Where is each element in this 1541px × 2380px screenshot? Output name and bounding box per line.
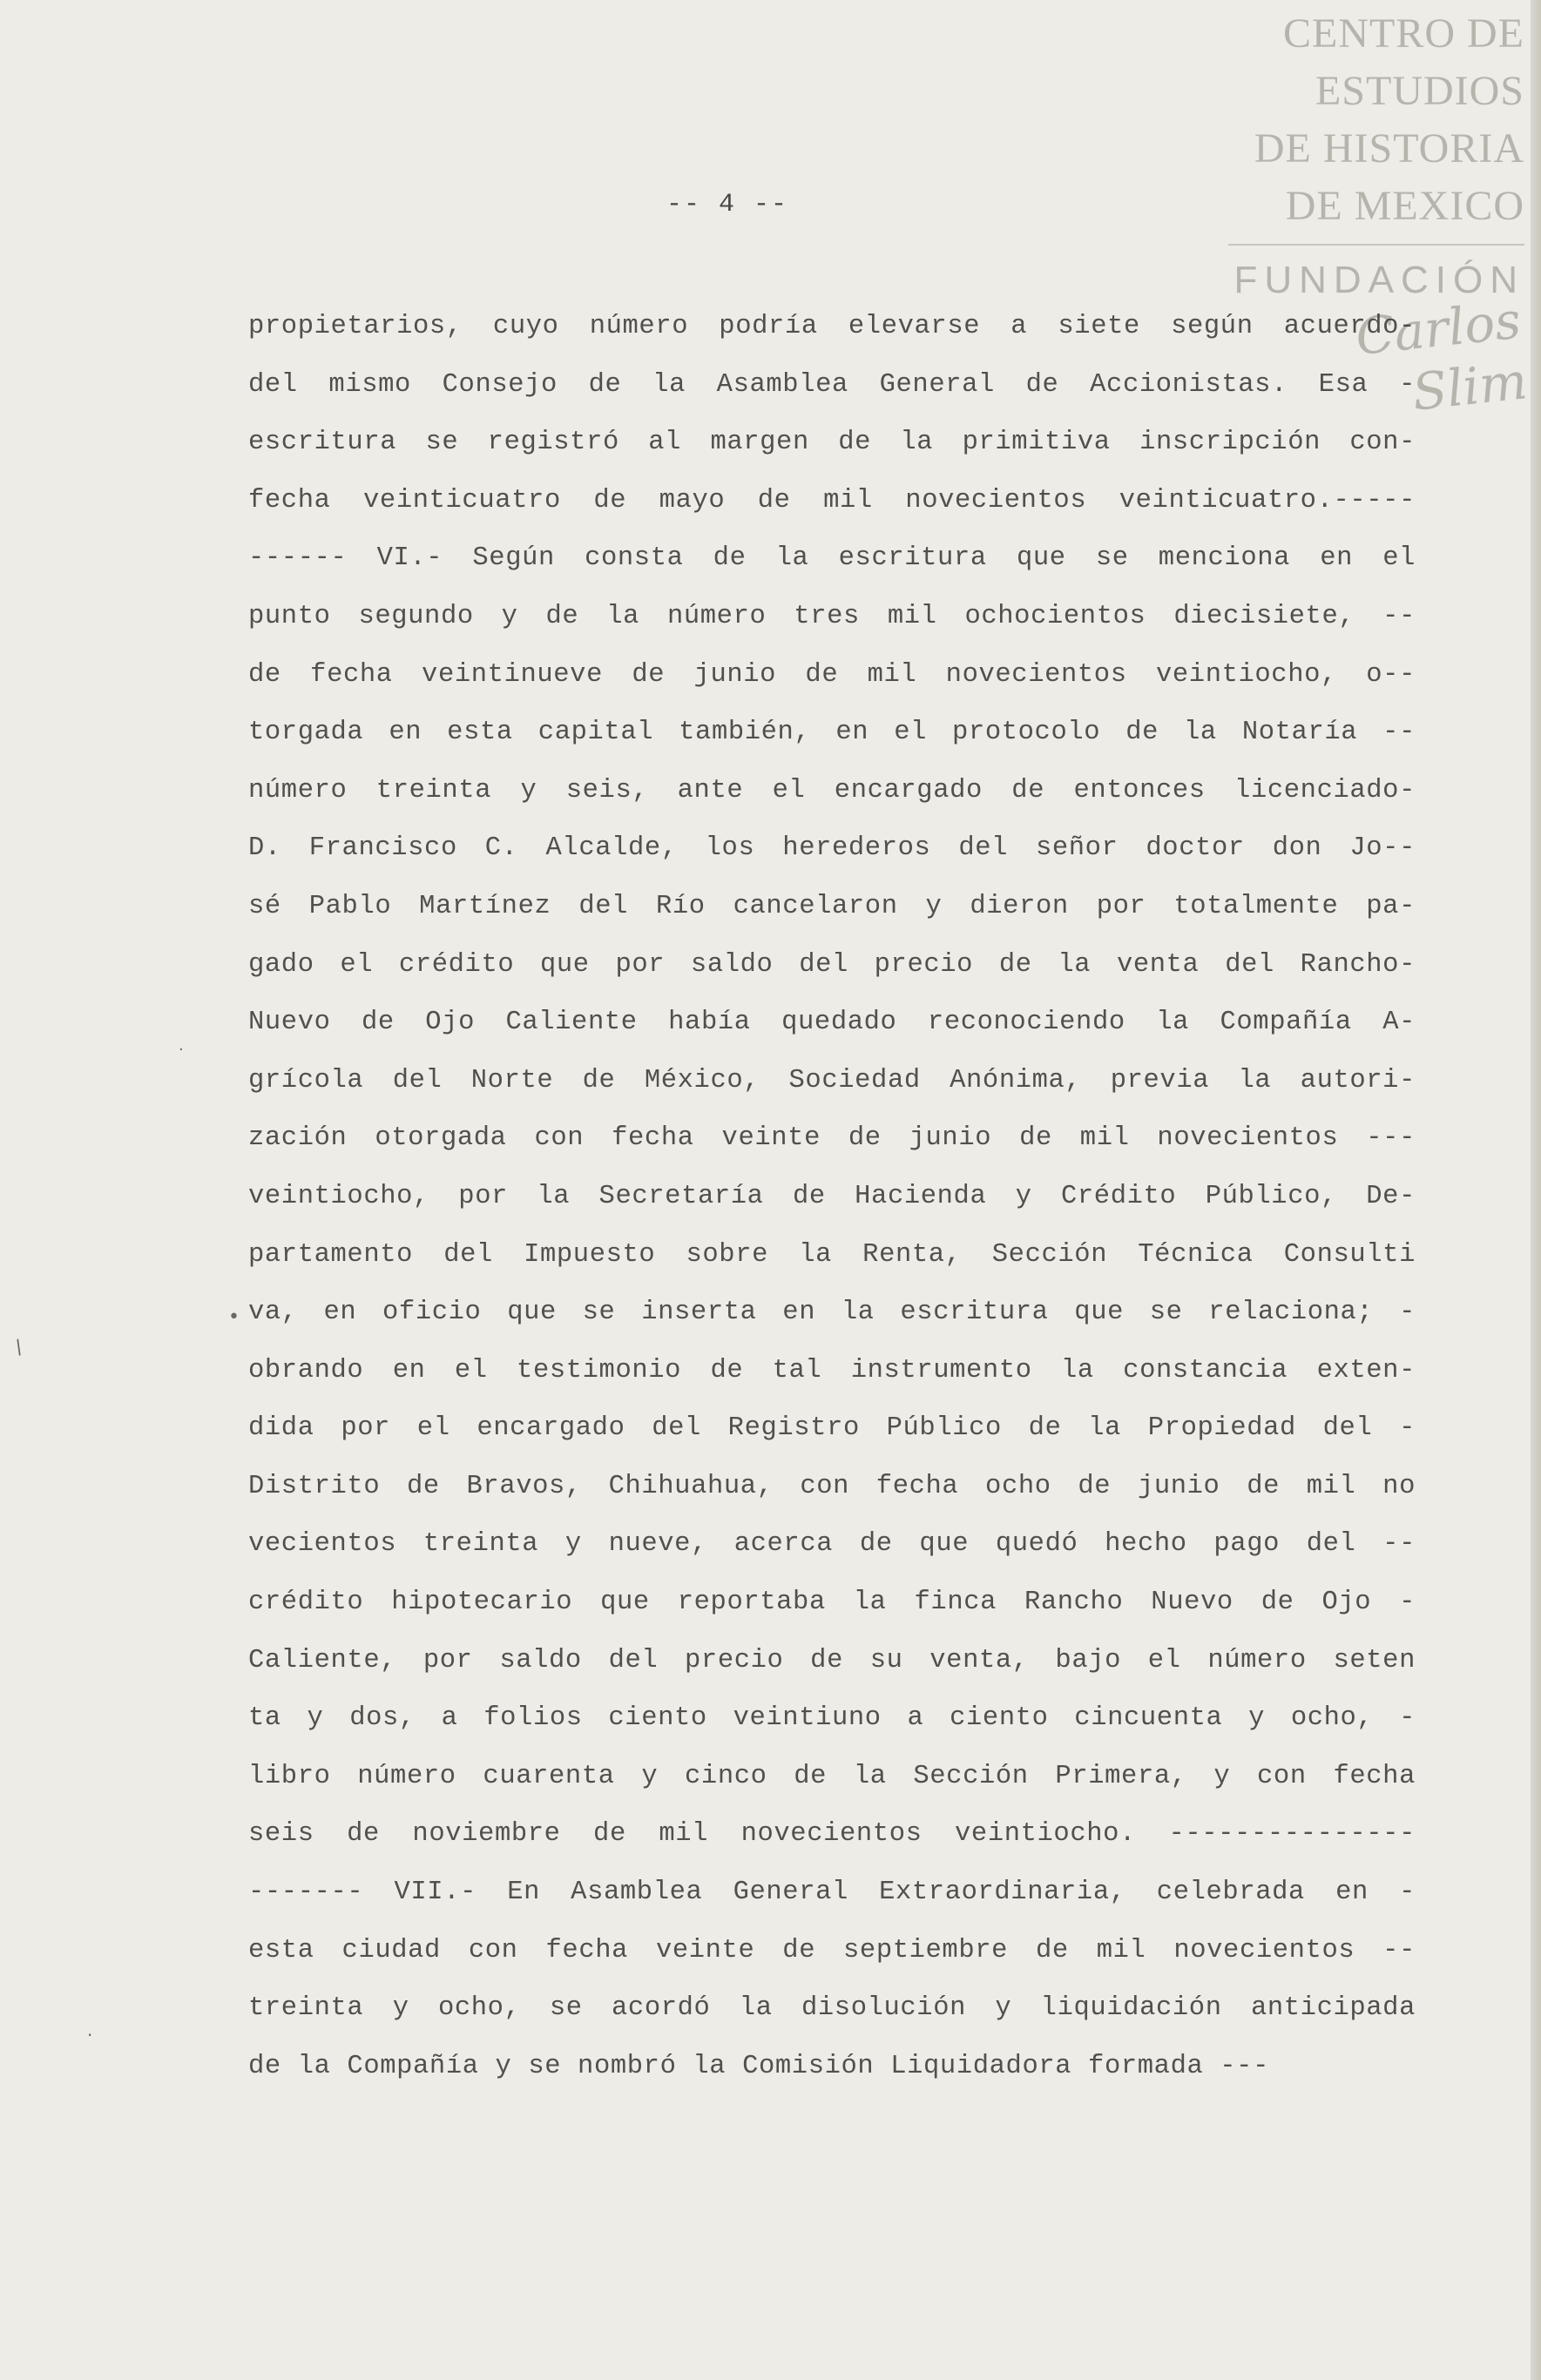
text-line: propietarios, cuyo número podría elevarse a siete según acuerdo- (248, 312, 1416, 341)
text-line: de fecha veintinueve de junio de mil novecientos veintiocho, o-- (248, 659, 1416, 690)
text-line: ------ VI.- Según consta de la escritura que se menciona en el (248, 543, 1416, 574)
page-edge (1531, 0, 1541, 2380)
watermark-line-4: DE MEXICO (1285, 183, 1524, 229)
text-line: va, en oficio que se inserta en la escritura que se relaciona; - (248, 1298, 1416, 1328)
text-line: escritura se registró al margen de la primitiva inscripción con- (248, 428, 1416, 458)
text-line: Nuevo de Ojo Caliente había quedado reconociendo la Compañía A- (248, 1008, 1416, 1038)
text-line: punto segundo y de la número tres mil ochocientos diecisiete, -- (248, 601, 1416, 631)
stray-mark: • (228, 1306, 240, 1328)
text-line: zación otorgada con fecha veinte de junio de mil novecientos --- (248, 1123, 1416, 1154)
text-line: ------- VII.- En Asamblea General Extraordinaria, celebrada en - (248, 1878, 1416, 1908)
typewritten-body (248, 298, 1416, 2095)
text-line: seis de noviembre de mil novecientos veintiocho. --------------- (248, 1819, 1416, 1850)
text-line: torgada en esta capital también, en el protocolo de la Notaría -- (248, 718, 1416, 748)
stray-mark: · (179, 1041, 184, 1059)
text-line: crédito hipotecario que reportaba la finca Rancho Nuevo de Ojo - (248, 1588, 1416, 1618)
text-line: grícola del Norte de México, Sociedad Anónima, previa la autori- (248, 1065, 1416, 1096)
watermark-line-2: ESTUDIOS (1315, 68, 1524, 114)
text-line: libro número cuarenta y cinco de la Sección Primera, y con fecha (248, 1761, 1416, 1791)
text-line: obrando en el testimonio de tal instrumento la constancia exten- (248, 1355, 1416, 1386)
watermark-foundation: FUNDACIÓN (1233, 259, 1524, 301)
text-line: Caliente, por saldo del precio de su venta, bajo el número seten (248, 1645, 1416, 1675)
page-number: -- 4 -- (666, 190, 789, 219)
text-line: D. Francisco C. Alcalde, los herederos del señor doctor don Jo-- (248, 833, 1416, 864)
text-line: Distrito de Bravos, Chihuahua, con fecha ocho de junio de mil no (248, 1471, 1416, 1501)
text-line: veintiocho, por la Secretaría de Hacienda y Crédito Público, De- (248, 1181, 1416, 1211)
stray-mark: / (11, 1336, 27, 1359)
text-line: gado el crédito que por saldo del precio de la venta del Rancho- (248, 949, 1416, 980)
text-line: sé Pablo Martínez del Río cancelaron y dieron por totalmente pa- (248, 891, 1416, 921)
text-line: vecientos treinta y nueve, acerca de que quedó hecho pago del -- (248, 1529, 1416, 1560)
text-line: fecha veinticuatro de mayo de mil novecientos veinticuatro.----- (248, 485, 1416, 516)
text-line: de la Compañía y se nombró la Comisión Liquidadora formada --- (248, 2051, 1269, 2081)
text-line: del mismo Consejo de la Asamblea General de Accionistas. Esa - (248, 369, 1416, 400)
text-line: número treinta y seis, ante el encargado de entonces licenciado- (248, 775, 1416, 806)
text-line: esta ciudad con fecha veinte de septiembre de mil novecientos -- (248, 1935, 1416, 1965)
text-line: partamento del Impuesto sobre la Renta, Sección Técnica Consulti (248, 1239, 1416, 1270)
text-line: dida por el encargado del Registro Público de la Propiedad del - (248, 1413, 1416, 1444)
watermark-signature: Carlos Slim (1352, 290, 1531, 422)
watermark-line-3: DE HISTORIA (1254, 125, 1524, 172)
watermark-line-1: CENTRO DE (1283, 10, 1524, 57)
text-line: treinta y ocho, se acordó la disolución y liquidación anticipada (248, 1993, 1416, 2024)
text-line: ta y dos, a folios ciento veintiuno a ciento cincuenta y ocho, - (248, 1703, 1416, 1734)
watermark-divider (1228, 244, 1524, 246)
stray-mark: · (87, 2025, 93, 2046)
